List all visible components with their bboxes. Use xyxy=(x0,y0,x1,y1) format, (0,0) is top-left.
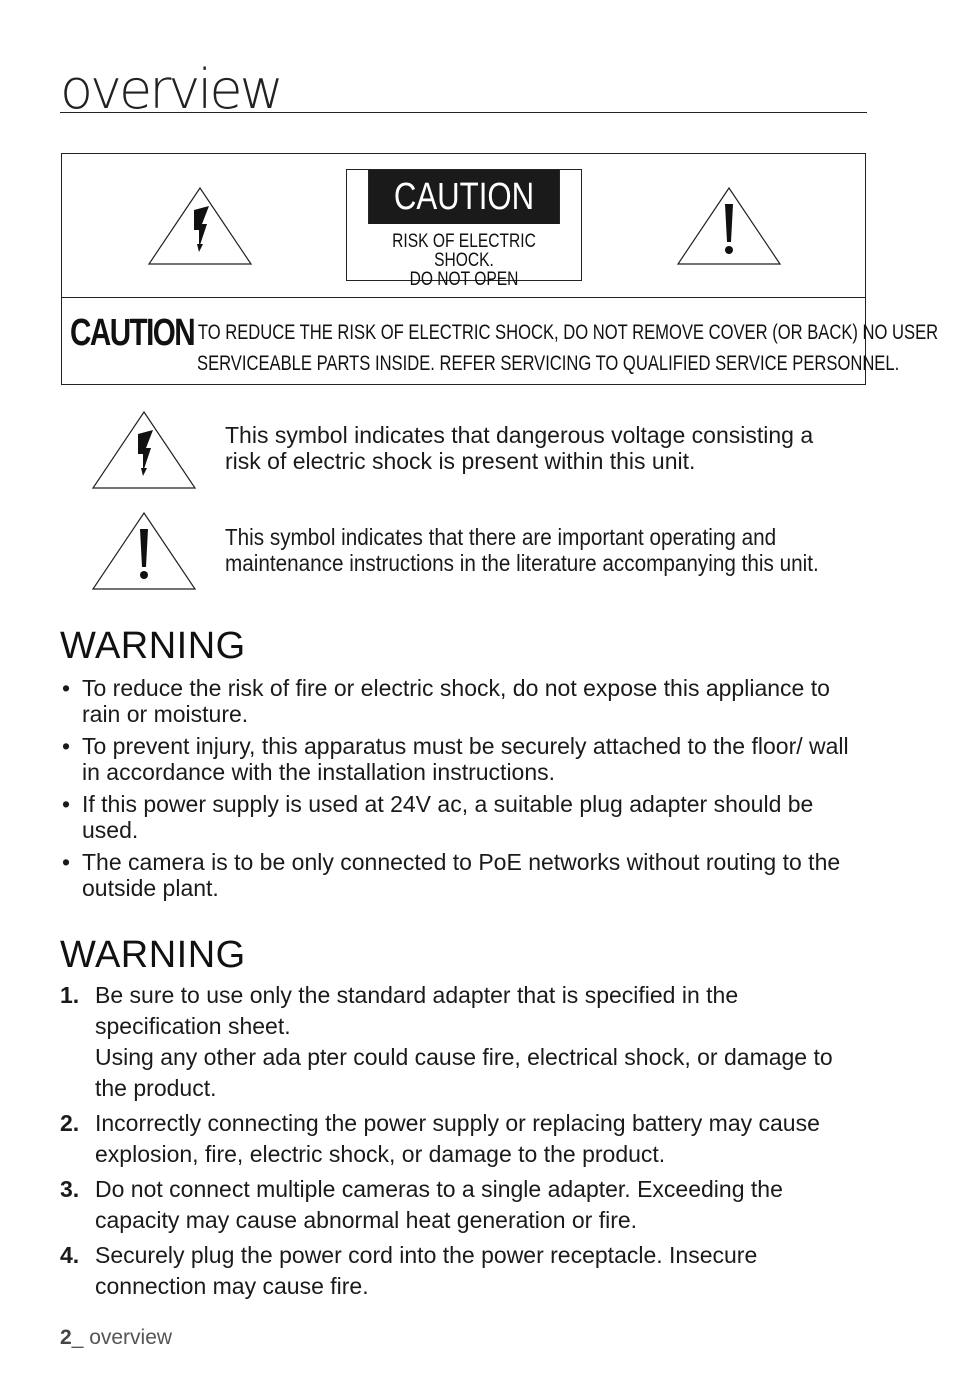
list-item-extra-text: Using any other ada pter could cause fire, electrical shock, or damage to the product. xyxy=(95,1044,833,1101)
list-item xyxy=(60,791,860,843)
list-item-text: The camera is to be only connected to PoE networks without routing to the outside plant. xyxy=(82,849,841,901)
symbol-description-voltage: This symbol indicates that dangerous voltage consisting a risk of electric shock is present within this unit. xyxy=(225,422,814,474)
exclamation-warning-icon xyxy=(676,186,782,266)
list-item xyxy=(60,733,860,785)
list-number: 3. xyxy=(60,1176,80,1202)
caution-text-line2: SERVICEABLE PARTS INSIDE. REFER SERVICING TO QUALIFIED SERVICE PERSONNEL. xyxy=(197,352,900,375)
list-number: 2. xyxy=(60,1110,80,1136)
list-item xyxy=(60,849,860,901)
list-item xyxy=(60,1174,870,1236)
warning-bullet-list xyxy=(60,675,860,907)
caution-label-sub1: RISK OF ELECTRIC SHOCK. xyxy=(392,231,536,271)
symbol-description-instructions: This symbol indicates that there are important operating and maintenance instructions in the literature accompanying this unit. xyxy=(225,524,819,576)
list-item-text: If this power supply is used at 24V ac, a suitable plug adapter should be used. xyxy=(82,791,814,843)
caution-label-sub2: DO NOT OPEN xyxy=(409,269,519,290)
caution-text-line1: : TO REDUCE THE RISK OF ELECTRIC SHOCK, DO NOT REMOVE COVER (OR BACK) NO USER xyxy=(189,321,939,344)
bullet-icon: • xyxy=(62,675,71,701)
electric-shock-icon xyxy=(147,186,253,266)
list-item-text: Incorrectly connecting the power supply or replacing battery may cause explosion, fire, electric shock, or damage to the product. xyxy=(95,1110,820,1167)
warning-heading: WARNING xyxy=(60,625,246,667)
page-footer xyxy=(60,1326,172,1350)
list-item-text: Be sure to use only the standard adapter that is specified in the specification sheet. xyxy=(95,982,739,1039)
list-item xyxy=(60,675,860,727)
list-item-text: To prevent injury, this apparatus must be securely attached to the floor/ wall in accordance with the installation instructions. xyxy=(82,733,849,785)
list-item xyxy=(60,980,870,1104)
page-number: 2 xyxy=(60,1326,72,1349)
caution-divider xyxy=(62,297,865,298)
list-item-text: To reduce the risk of fire or electric shock, do not expose this appliance to rain or moisture. xyxy=(82,675,830,727)
warning-heading: WARNING xyxy=(60,934,246,976)
bullet-icon: • xyxy=(62,733,71,759)
list-item xyxy=(60,1240,870,1302)
title-rule xyxy=(60,112,867,113)
list-item-text: Do not connect multiple cameras to a single adapter. Exceeding the capacity may cause abnormal heat generation or fire. xyxy=(95,1176,783,1233)
bullet-icon: • xyxy=(62,791,71,817)
list-item xyxy=(60,1108,870,1170)
caution-label xyxy=(346,169,582,290)
footer-label: _ overview xyxy=(71,1326,173,1349)
warning-numbered-list xyxy=(60,980,870,1306)
page-title: overview xyxy=(60,58,281,121)
list-item-text: Securely plug the power cord into the power receptacle. Insecure connection may cause fire. xyxy=(95,1242,758,1299)
list-number: 1. xyxy=(60,982,80,1008)
list-number: 4. xyxy=(60,1242,80,1268)
electric-shock-icon xyxy=(91,410,197,490)
bullet-icon: • xyxy=(62,849,71,875)
exclamation-warning-icon xyxy=(91,511,197,591)
caution-panel xyxy=(61,153,939,385)
caution-heading: CAUTION xyxy=(70,312,195,354)
caution-label-heading: CAUTION xyxy=(368,170,560,224)
